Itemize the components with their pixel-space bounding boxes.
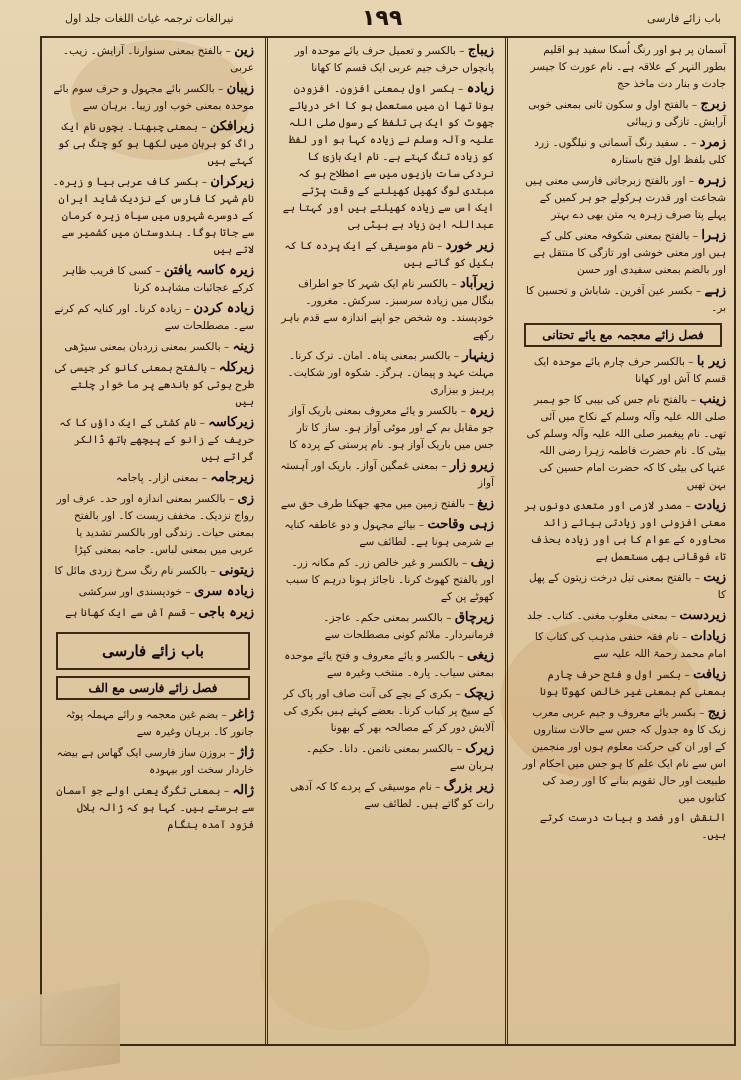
dictionary-entry: زیف – بالکسر و غیر خالص زر۔ کم مکانہ زر۔ اور بالفتح کھوٹ کرنا۔ ناجائز ہونا درہم کا سبب کھوٹے پن کے bbox=[285, 555, 494, 603]
dictionary-entry: زیرہ کاسہ یافتن – کسی کا فریب ظاہر کرکے عجائبات مشاہدہ کرنا bbox=[63, 263, 254, 294]
entry-definition: بروزن ساز فارسی ایک گھاس ہے بیضہ خاردار سخت اور بیہودہ bbox=[56, 747, 254, 776]
dictionary-entry: زیرافکن – بمعنی چبھنا۔ بچوں نام ایک راگ کو برہان میں لکھا ہو کو چنگ ہی کو کہتے ہیں bbox=[57, 119, 254, 167]
entry-headword: زیرک bbox=[465, 741, 494, 756]
section-heading: فصل زائے معجمہ مع یائے تحتانی bbox=[524, 323, 722, 347]
entry-headword: زیرافکن bbox=[210, 119, 254, 134]
entry-definition: بالفتح نام جس کی بیبی کا جو ہمبر صلی اللہ علیہ وآلہ وسلم کے نکاح میں آئی تھی۔ نام پیغمبر صلی اللہ علیہ وآلہ وسلم کی بیٹی کا۔ نام حضرت فاطمہ زہرا رضی اللہ عنہا کی بیٹی کا کہ حضرت امام حسین کی بہن تھیں bbox=[526, 394, 726, 491]
entry-definition: بکسر کاف عربی بیا و زیرہ۔ نام شہر کا فارس کے نزدیک شاید ایران کے دوسرے شہروں میں سیاہ زیرہ کرمان سے جاتا ہوگا۔ ہندوستان میں کشمیر سے لاتے ہیں bbox=[52, 176, 254, 256]
dictionary-entry: زیبان – بالکسر بائے مجہول و حرف سوم بائے موحدہ بمعنی خوب اور زیبا۔ برہان سے bbox=[53, 81, 254, 112]
dictionary-entry: زیر با – بالکسر حرف چارم یائے موحدہ ایک قسم کا آش اور کھانا bbox=[533, 354, 726, 385]
entry-headword: زی bbox=[237, 491, 254, 506]
entry-headword: زیرچاق bbox=[454, 610, 494, 625]
column-left bbox=[44, 38, 262, 1044]
entry-headword: زیغی bbox=[466, 648, 494, 663]
dictionary-entry: ژالہ – بمعنی تگرگ یعنی اولے جو آسمان سے برستے ہیں۔ کہا ہو کہ ژالہ ہلال فزود آمدہ ہنگام bbox=[56, 783, 254, 831]
dictionary-entry: زیرہ – بالکسر و یائے معروف بمعنی باریک آواز جو مقابل بم کے اور موٹی آواز ہو۔ ساز کا تار جس میں باریک آواز ہو۔ نام پرستی کے پردہ کا bbox=[288, 403, 494, 451]
entry-headword: زیرکاسہ bbox=[208, 415, 254, 430]
entry-definition: بالکسر بمعنی زردبان بمعنی سیڑھی bbox=[64, 341, 221, 353]
entry-definition: بالفتح بمعنی تیل درخت زیتون کے پھل کا bbox=[529, 572, 726, 601]
entry-definition: بالکسر بائے مجہول و حرف سوم بائے موحدہ بمعنی خوب اور زیبا۔ برہان سے bbox=[53, 83, 254, 112]
entry-definition: نام فقہ حنفی مذہب کی کتاب کا امام محمد رحمۃ اللہ علیہ سے bbox=[534, 631, 726, 660]
entry-definition: زیادہ کرنا۔ اور کنایہ کم کرنے سے۔ مصطلحات سے bbox=[54, 303, 254, 332]
dictionary-entry: زیرکران – بکسر کاف عربی بیا و زیرہ۔ نام شہر کا فارس کے نزدیک شاید ایران کے دوسرے شہروں میں سیاہ زیرہ کرمان سے جاتا ہوگا۔ ہندوستان میں کشمیر سے لاتے ہیں bbox=[52, 174, 254, 256]
entry-definition: بیائے مجہول و دو عاطفہ کنایہ بے شرمی ہونا ہے۔ لطائف سے bbox=[284, 519, 494, 548]
entry-headword: زینہار bbox=[462, 348, 494, 363]
dictionary-entry: زیغ – بالفتح زمین میں مجھ جھکنا طرف حق سے bbox=[280, 496, 494, 511]
dictionary-entry: زمرد – ۔ سفید رنگ آسمانی و نیلگوں۔ زرد کلی بلفظ اول فتح باستارہ bbox=[534, 135, 726, 166]
dictionary-entry: زیرو زار – بمعنی غمگین آواز۔ باریک اور آہستہ آواز bbox=[280, 458, 494, 489]
entry-definition: بالفتح بمعنی شکوفہ معنی کلی کے ہیں اور معنی خوشی اور تازگی کا منتقل ہے اور بالضم بمعنی سفیدی اور حسن bbox=[533, 230, 726, 276]
entry-definition: بالکسر بمعنی پناہ۔ امان۔ ترک کرنا۔ مہلت عہد و پیمان۔ ہرگز۔ شکوہ اور شکایت۔ پرہیز و بیزاری bbox=[287, 350, 494, 396]
entry-headword: زیادت bbox=[694, 498, 726, 513]
entry-definition: بالفتح بمعنی سنوارنا۔ آرایش۔ زیب۔ عربی bbox=[62, 45, 254, 74]
entry-headword: زیچک bbox=[464, 686, 494, 701]
dictionary-entry: زیادہ کردن – زیادہ کرنا۔ اور کنایہ کم کرنے سے۔ مصطلحات سے bbox=[54, 301, 254, 332]
entry-headword: زیرہ باجی bbox=[198, 605, 254, 620]
entry-headword: ژالہ bbox=[232, 783, 254, 798]
column-middle bbox=[272, 38, 502, 1044]
entry-definition: بالکسر و یائے معروف بمعنی باریک آواز جو مقابل بم کے اور موٹی آواز ہو۔ ساز کا تار جس میں باریک آواز ہو۔ نام پرستی کے پردہ کا bbox=[288, 405, 494, 451]
entry-headword: زیتونی bbox=[219, 563, 254, 578]
entry-definition: نام موسیقی کے ایک پردہ کا کہ بکیل کو گاتے ہیں bbox=[284, 240, 494, 269]
section-heading: باب زائے فارسی bbox=[56, 632, 250, 670]
dictionary-entry bbox=[520, 810, 726, 844]
entry-headword: زیرآباد bbox=[459, 276, 494, 291]
entry-definition: بالفتح بمعنی کانو کر جیسی کی طرح ہوتی کو باندھے پر ما خوار چلتے ہیں bbox=[54, 362, 254, 408]
entry-headword: زہرہ bbox=[697, 173, 726, 188]
dictionary-entry: زبرج – بالفتح اول و سکون ثانی بمعنی خوبی آرایش۔ تازگی و زیبائی bbox=[528, 97, 726, 128]
entry-definition: بکسر عین آفرین۔ شاباش و تحسین کا بر۔ bbox=[525, 285, 726, 314]
entry-headword: زیج bbox=[707, 705, 726, 720]
entry-headword: زیر بزرگ bbox=[443, 779, 494, 794]
entry-definition: بالکسر و یائے معروف و فتح یائے موحدہ بمعنی سیاب۔ پارہ۔ منتخب وغیرہ سے bbox=[284, 650, 494, 679]
entry-definition: بضم غین معجمہ و رائے مہملہ پوٹہ جانور کا۔ برہان وغیرہ سے bbox=[65, 709, 254, 738]
dictionary-entry: زہرا – بالفتح بمعنی شکوفہ معنی کلی کے ہیں اور معنی خوشی اور تازگی کا منتقل ہے اور بالضم بمعنی سفیدی اور حسن bbox=[533, 228, 726, 276]
dictionary-entry: زہے – بکسر عین آفرین۔ شاباش و تحسین کا بر۔ bbox=[525, 283, 726, 314]
entry-definition: بالکسر بمعنی ناتمن۔ دانا۔ حکیم۔ ہربان سے bbox=[306, 743, 494, 772]
page-header bbox=[10, 4, 731, 34]
dictionary-entry: زیچک – بکری کے بچے کی آنت صاف اور پاک کر کے سیخ پر کباب کرنا۔ بعضے کہتے ہیں بکری کی آلایش دور کر کے مصالحہ بھر کے بھونا bbox=[283, 686, 494, 734]
dictionary-entry: زینب – بالفتح نام جس کی بیبی کا جو ہمبر صلی اللہ علیہ وآلہ وسلم کے نکاح میں آئی تھی۔ نام پیغمبر صلی اللہ علیہ وآلہ وسلم کی بیٹی کا۔ نام حضرت فاطمہ زہرا رضی اللہ عنہا کی بیٹی کا کہ حضرت امام حسین کی بہن تھیں bbox=[526, 392, 726, 491]
entry-headword: زینہ bbox=[232, 339, 254, 354]
entry-headword: زیادات bbox=[690, 629, 726, 644]
entry-headword: زیافت bbox=[693, 667, 726, 682]
dictionary-entry: زیافت – بکسر اول و فتح حرف چارم بمعنی کم بمعنی غیر خالص کھوٹا ہونا bbox=[539, 667, 726, 698]
dictionary-entry: زیت – بالفتح بمعنی تیل درخت زیتون کے پھل کا bbox=[529, 570, 726, 601]
entry-definition: ۔ سفید رنگ آسمانی و نیلگوں۔ زرد کلی بلفظ اول فتح باستارہ bbox=[534, 137, 726, 166]
entry-definition: بمعنی مغلوب مغنی۔ کتاب۔ جلد bbox=[527, 610, 668, 622]
entry-headword: زیف bbox=[470, 555, 494, 570]
entry-headword: زیباج bbox=[467, 43, 494, 58]
running-title-right: باب زائے فارسی bbox=[647, 12, 721, 25]
entry-headword: زہے bbox=[704, 283, 726, 298]
dictionary-entry: زیرچاق – بالکسر بمعنی حکم۔ عاجز۔ فرمانبردار۔ ملائم کونی مصطلحات سے bbox=[323, 610, 494, 641]
dictionary-entry: زیرکاسہ – نام کشتی کے ایک داؤں کا کہ حریف کے زانو کے پیچھے ہاتھ ڈالکر گراتے ہیں bbox=[59, 415, 254, 463]
entry-definition: بکسر اول بمعنی افزون۔ افزودن ہونا تھا ان میں مستعمل ہو کا اخر دریائے جھوٹ کو ایک ہی تلفظ کے رسول صلی اللہ علیہ وآلہ وسلم نے زیادہ کہا ہو اور لفظ کو زیادہ تنگ کہتے ہے۔ نام ایک بازئ کا نردکی سات بازیوں میں سے اصطلاح ہو کہ مبتدی لوگ کھیل کھیلنے کے وقت پڑتے ایک اس سے زیادہ کھیلتے ہیں اور کہتا ہے عبداللہ ابن زیاد ہے بیٹی ہی bbox=[282, 83, 494, 231]
entry-definition: بالفتح زمین میں مجھ جھکنا طرف حق سے bbox=[280, 498, 466, 510]
entry-headword: زین bbox=[234, 43, 254, 58]
dictionary-entry: زیر بزرگ – نام موسیقی کے پردے کا کہ آدھی رات کو گاتے ہیں۔ لطائف سے bbox=[290, 779, 494, 810]
entry-headword: زیغ bbox=[477, 496, 494, 511]
entry-headword: زہرا bbox=[701, 228, 726, 243]
dictionary-entry: زین – بالفتح بمعنی سنوارنا۔ آرایش۔ زیب۔ عربی bbox=[62, 43, 254, 74]
entry-definition: بالکسر بمعنی حکم۔ عاجز۔ فرمانبردار۔ ملائم کونی مصطلحات سے bbox=[323, 612, 494, 641]
dictionary-entry bbox=[520, 42, 726, 93]
entry-headword: زیرجامہ bbox=[210, 470, 254, 485]
entry-definition: بالکسر نام رنگ سرخ زردی مائل کا bbox=[54, 565, 208, 577]
entry-definition: بمعنی ازار۔ پاجامہ bbox=[116, 472, 199, 484]
entry-definition: بالکسر حرف چارم یائے موحدہ ایک قسم کا آش اور کھانا bbox=[533, 356, 726, 385]
entry-headword: زیادہ bbox=[466, 81, 494, 96]
entry-headword: زیر خورد bbox=[445, 238, 494, 253]
page-number: ۱۹۹ bbox=[362, 6, 403, 31]
dictionary-entry: زی – بالکسر بمعنی اندازہ اور حد۔ عرف اور رواج نزدیک۔ مخفف زیست کا۔ اور بالفتح بمعنی حیات۔ زندگی اور بالکسر تشدید یا عربی میں بمعنی لباس۔ جامہ بمعنی کپڑا bbox=[56, 491, 254, 556]
entry-definition: بکسر یائے معروف و جیم عربی معرب زیک کا وہ جدول کہ جس سے حالات ستاروں کے اور ان کی حرکت معلوم ہوں اور منجمین اس سے نام ایک علم کا ہو جس میں احکام اور طبیعت اور حال تقویم بنانے کا اور رصد کی کتابوں میں bbox=[522, 707, 726, 804]
column-divider bbox=[265, 38, 268, 1044]
dictionary-entry: زہی وقاحت – بیائے مجہول و دو عاطفہ کنایہ بے شرمی ہونا ہے۔ لطائف سے bbox=[284, 517, 494, 548]
dictionary-entry: زیتونی – بالکسر نام رنگ سرخ زردی مائل کا bbox=[54, 563, 254, 578]
dictionary-entry: زینہ – بالکسر بمعنی زردبان بمعنی سیڑھی bbox=[64, 339, 254, 354]
entry-definition: نام موسیقی کے پردے کا کہ آدھی رات کو گاتے ہیں۔ لطائف سے bbox=[290, 781, 494, 810]
entry-definition: خودپسندی اور سرکشی bbox=[78, 586, 183, 598]
dictionary-entry: زہرہ – اور بالفتح زبرجاتی فارسی معنی ہیں شجاعت اور قدرت ہرکولے جو ہر کمیں کے پہلے پتا صرف زہرہ یہ متن بھی دے بہتر bbox=[525, 173, 726, 221]
dictionary-entry: زیغی – بالکسر و یائے معروف و فتح یائے موحدہ بمعنی سیاب۔ پارہ۔ منتخب وغیرہ سے bbox=[284, 648, 494, 679]
entry-headword: زیر با bbox=[696, 354, 726, 369]
entry-definition: بالکسر نام ایک شہر کا جو اطراف بنگال میں زیادہ سرسبز۔ سرکش۔ مغرور۔ خودپسند۔ وہ شخص جو اپنے اندازہ سے قدم باہر رکھے bbox=[281, 278, 494, 341]
entry-headword: زیرہ bbox=[469, 403, 494, 418]
entry-headword: ژاژ bbox=[237, 745, 254, 760]
dictionary-entry: زیر خورد – نام موسیقی کے ایک پردہ کا کہ بکیل کو گاتے ہیں bbox=[284, 238, 494, 269]
dictionary-entry: زیادات – نام فقہ حنفی مذہب کی کتاب کا امام محمد رحمۃ اللہ علیہ سے bbox=[534, 629, 726, 660]
entry-definition: قسم آش سے ایک کھانا ہے bbox=[65, 607, 187, 619]
entry-headword: زیردست bbox=[679, 608, 726, 623]
entry-definition: بمعنی چبھنا۔ بچوں نام ایک راگ کو برہان میں لکھا ہو کو چنگ ہی کو کہتے ہیں bbox=[57, 121, 254, 167]
dictionary-entry: زیرجامہ – بمعنی ازار۔ پاجامہ bbox=[116, 470, 254, 485]
text-frame bbox=[40, 36, 736, 1046]
dictionary-entry: زیرکلہ – بالفتح بمعنی کانو کر جیسی کی طرح ہوتی کو باندھے پر ما خوار چلتے ہیں bbox=[54, 360, 254, 408]
entry-definition: بالکسر و تعمیل حرف یائے موحدہ اور پانچواں حرف جیم عربی ایک قسم کا کھانا bbox=[294, 45, 494, 74]
entry-headword: زیرکران bbox=[210, 174, 254, 189]
dictionary-entry: زیادہ – بکسر اول بمعنی افزون۔ افزودن ہونا تھا ان میں مستعمل ہو کا اخر دریائے جھوٹ کو ایک ہی تلفظ کے رسول صلی اللہ علیہ وآلہ وسلم نے زیادہ کہا ہو اور لفظ کو زیادہ تنگ کہتے ہے۔ نام ایک بازئ کا نردکی سات بازیوں میں سے اصطلاح ہو کہ مبتدی لوگ کھیل کھیلنے کے وقت پڑتے ایک اس سے زیادہ کھیلتے ہیں اور کہتا ہے عبداللہ ابن زیاد ہے بیٹی ہی bbox=[282, 81, 494, 231]
entry-definition: نام کشتی کے ایک داؤں کا کہ حریف کے زانو کے پیچھے ہاتھ ڈالکر گراتے ہیں bbox=[59, 417, 254, 463]
entry-definition: آسمان پر ہو اور رنگ اُسکا سفید ہو اقلیم بطور النہر کے علاقہ ہے۔ نام عورت کا جیسر جادت و بنار دت ماخذ حج bbox=[530, 44, 726, 90]
dictionary-entry: ژاغر – بضم غین معجمہ و رائے مہملہ پوٹہ جانور کا۔ برہان وغیرہ سے bbox=[65, 707, 254, 738]
column-divider bbox=[505, 38, 508, 1044]
running-title-left: نیرالغات ترجمہ غیاث اللغات جلد اول bbox=[65, 12, 234, 25]
entry-headword: زیادہ کردن bbox=[193, 301, 254, 316]
dictionary-entry: زیرہ باجی – قسم آش سے ایک کھانا ہے bbox=[65, 605, 254, 620]
entry-headword: زبرج bbox=[700, 97, 726, 112]
dictionary-entry: زیادہ سری – خودپسندی اور سرکشی bbox=[78, 584, 254, 599]
entry-definition: کسی کا فریب ظاہر کرکے عجائبات مشاہدہ کرنا bbox=[63, 265, 254, 294]
entry-headword: زیرکلہ bbox=[218, 360, 254, 375]
entry-definition: النقش اور فصد و بیات درست کرتے ہیں۔ bbox=[539, 812, 726, 841]
entry-definition: بالفتح اول و سکون ثانی بمعنی خوبی آرایش۔ تازگی و زیبائی bbox=[528, 99, 726, 128]
dictionary-entry: ژاژ – بروزن ساز فارسی ایک گھاس ہے بیضہ خاردار سخت اور بیہودہ bbox=[56, 745, 254, 776]
entry-headword: زیرہ کاسہ یافتن bbox=[163, 263, 254, 278]
entry-headword: زینب bbox=[699, 392, 726, 407]
column-right bbox=[512, 38, 734, 1044]
entry-definition: بالکسر بمعنی اندازہ اور حد۔ عرف اور رواج نزدیک۔ مخفف زیست کا۔ اور بالفتح بمعنی حیات۔ زندگی اور بالکسر تشدید یا عربی میں بمعنی لباس۔ جامہ بمعنی کپڑا bbox=[56, 493, 254, 556]
torn-corner bbox=[0, 983, 120, 1080]
entry-definition: بکسر اول و فتح حرف چارم بمعنی کم بمعنی غیر خالص کھوٹا ہونا bbox=[539, 669, 726, 698]
entry-headword: زہی وقاحت bbox=[427, 517, 494, 532]
dictionary-entry: زیباج – بالکسر و تعمیل حرف یائے موحدہ اور پانچواں حرف جیم عربی ایک قسم کا کھانا bbox=[294, 43, 494, 74]
entry-definition: اور بالفتح زبرجاتی فارسی معنی ہیں شجاعت اور قدرت ہرکولے جو ہر کمیں کے پہلے پتا صرف زہرہ یہ متن بھی دے بہتر bbox=[525, 175, 726, 221]
dictionary-entry: زیرآباد – بالکسر نام ایک شہر کا جو اطراف بنگال میں زیادہ سرسبز۔ سرکش۔ مغرور۔ خودپسند۔ وہ شخص جو اپنے اندازہ سے قدم باہر رکھے bbox=[281, 276, 494, 341]
dictionary-entry: زیرک – بالکسر بمعنی ناتمن۔ دانا۔ حکیم۔ ہربان سے bbox=[306, 741, 494, 772]
entry-definition: بمعنی تگرگ یعنی اولے جو آسمان سے برستے ہیں۔ کہا ہو کہ ژالہ ہلال فزود آمدہ ہنگام bbox=[56, 785, 254, 831]
section-heading: فصل زائے فارسی مع الف bbox=[56, 676, 250, 700]
entry-definition: بمعنی غمگین آواز۔ باریک اور آہستہ آواز bbox=[280, 460, 494, 489]
entry-headword: زیادہ سری bbox=[193, 584, 254, 599]
entry-headword: زیرو زار bbox=[449, 458, 494, 473]
dictionary-entry: زیج – بکسر یائے معروف و جیم عربی معرب زیک کا وہ جدول کہ جس سے حالات ستاروں کے اور ان کی حرکت معلوم ہوں اور منجمین اس سے نام ایک علم کا ہو جس میں احکام اور طبیعت اور حال تقویم بنانے کا اور رصد کی کتابوں میں bbox=[522, 705, 726, 804]
entry-definition: مصدر لازمی اور متعدی دونوں ہر معنی افزونی اور زیادتی بیائے زائد محاورہ کے عوام کا ہی اور زیادہ بحذف تاء فوقانی بھی مستعمل ہے bbox=[523, 500, 726, 563]
dictionary-entry: زینہار – بالکسر بمعنی پناہ۔ امان۔ ترک کرنا۔ مہلت عہد و پیمان۔ ہرگز۔ شکوہ اور شکایت۔ پرہیز و بیزاری bbox=[287, 348, 494, 396]
entry-headword: ژاغر bbox=[230, 707, 254, 722]
entry-definition: بالکسر و غیر خالص زر۔ کم مکانہ زر۔ اور بالفتح کھوٹ کرنا۔ ناجائز ہونا درہم کا سبب کھوٹے پن کے bbox=[285, 557, 494, 603]
entry-headword: زیت bbox=[703, 570, 726, 585]
entry-definition: بکری کے بچے کی آنت صاف اور پاک کر کے سیخ پر کباب کرنا۔ بعضے کہتے ہیں بکری کی آلایش دور کر کے مصالحہ بھر کے بھونا bbox=[283, 688, 494, 734]
dictionary-entry: زیردست – بمعنی مغلوب مغنی۔ کتاب۔ جلد bbox=[527, 608, 726, 623]
dictionary-entry: زیادت – مصدر لازمی اور متعدی دونوں ہر معنی افزونی اور زیادتی بیائے زائد محاورہ کے عوام کا ہی اور زیادہ بحذف تاء فوقانی بھی مستعمل ہے bbox=[523, 498, 726, 563]
entry-headword: زمرد bbox=[699, 135, 726, 150]
entry-headword: زیبان bbox=[226, 81, 254, 96]
